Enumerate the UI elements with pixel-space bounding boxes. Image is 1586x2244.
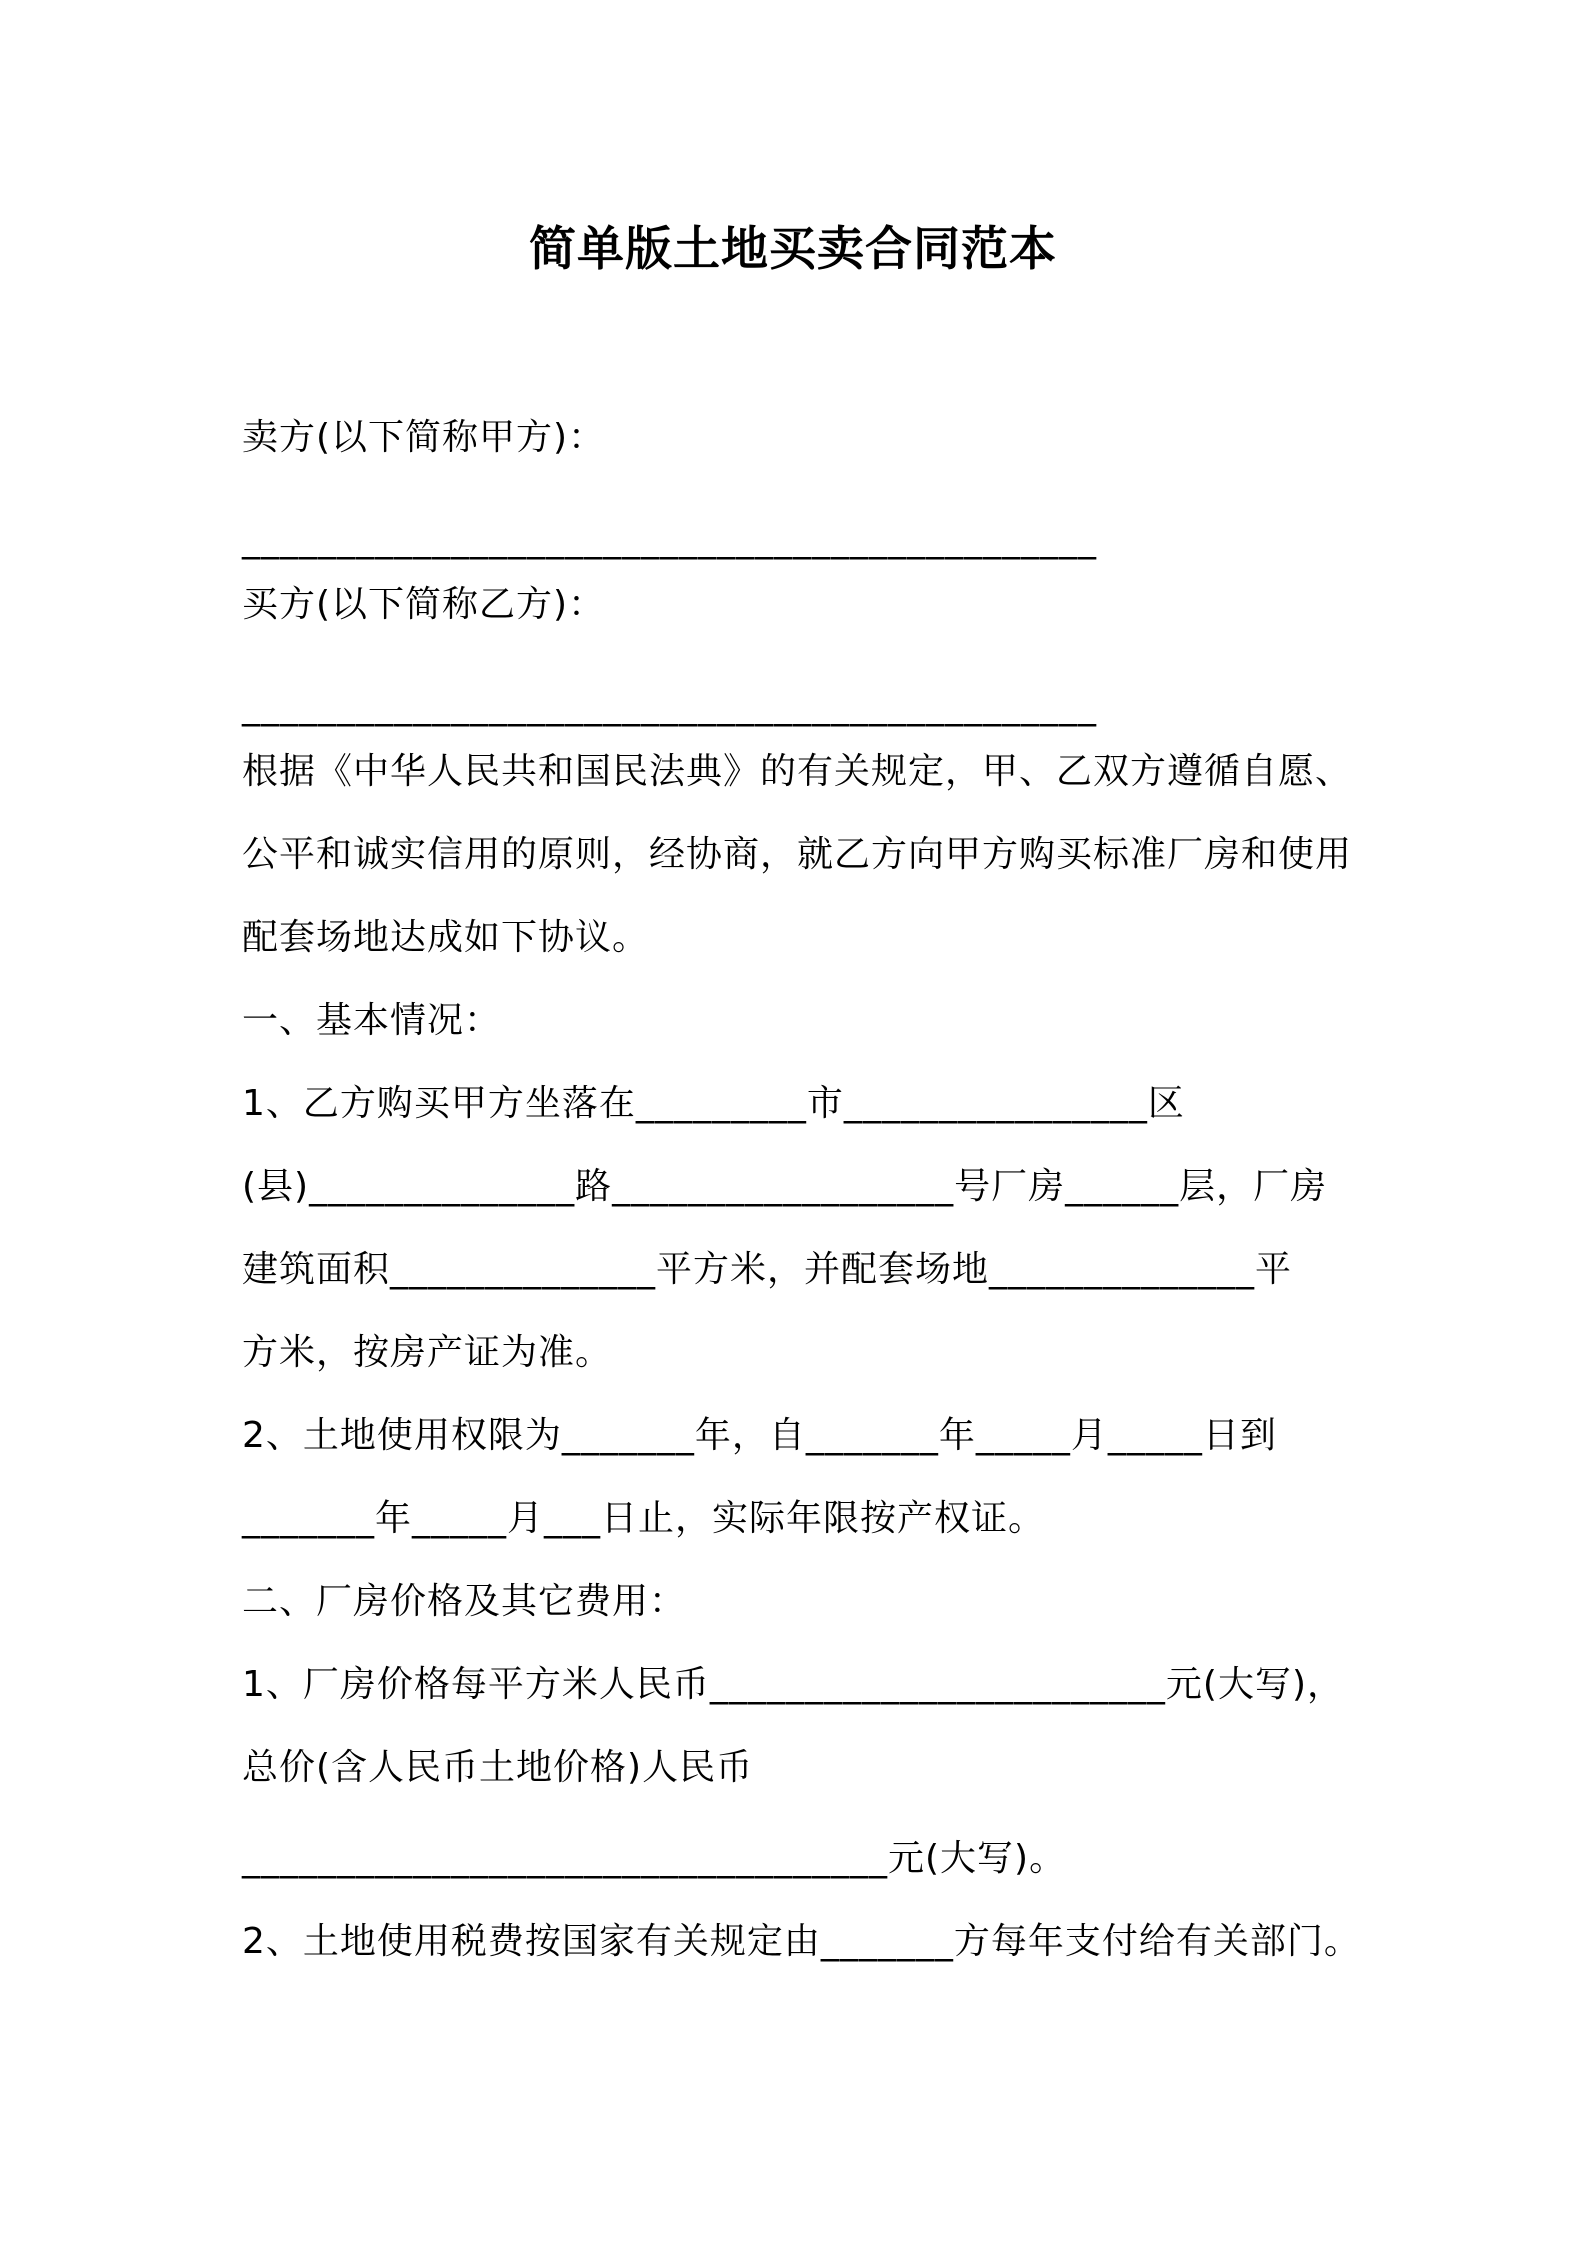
clause-1-2-line-1: 2、土地使用权限为_______年，自_______年_____月_____日到 (242, 1415, 1277, 1456)
clause-1-1-line-3: 建筑面积______________平方米，并配套场地______________平 (242, 1249, 1293, 1290)
clause-2-1-line-1: 1、厂房价格每平方米人民币________________________元(大写)， (242, 1664, 1344, 1705)
seller-label: 卖方(以下简称甲方)： (242, 417, 606, 458)
buyer-blank-line: _____________________________________________ (242, 686, 1097, 727)
section-heading-basic: 一、基本情况： (242, 1000, 502, 1041)
clause-1-1-line-4: 方米，按房产证为准。 (242, 1332, 613, 1373)
document-title: 简单版土地买卖合同范本 (529, 222, 1057, 277)
clause-1-2-line-2: _______年_____月___日止，实际年限按产权证。 (242, 1498, 1046, 1539)
preamble-line-3: 配套场地达成如下协议。 (242, 917, 650, 958)
clause-1-1-line-2: (县)______________路__________________号厂房______层，厂房 (242, 1166, 1328, 1207)
buyer-label: 买方(以下简称乙方)： (242, 584, 606, 625)
preamble-line-2: 公平和诚实信用的原则，经协商，就乙方向甲方购买标准厂房和使用 (242, 834, 1353, 875)
clause-2-1-line-2: 总价(含人民币土地价格)人民币 (242, 1747, 754, 1788)
section-heading-price: 二、厂房价格及其它费用： (242, 1581, 687, 1622)
clause-2-1-line-3: __________________________________元(大写)。 (242, 1838, 1067, 1879)
seller-blank-line: _____________________________________________ (242, 519, 1097, 560)
clause-2-2-line-1: 2、土地使用税费按国家有关规定由_______方每年支付给有关部门。 (242, 1921, 1361, 1962)
preamble-line-1: 根据《中华人民共和国民法典》的有关规定，甲、乙双方遵循自愿、 (242, 751, 1353, 792)
clause-1-1-line-1: 1、乙方购买甲方坐落在_________市________________区 (242, 1083, 1185, 1124)
